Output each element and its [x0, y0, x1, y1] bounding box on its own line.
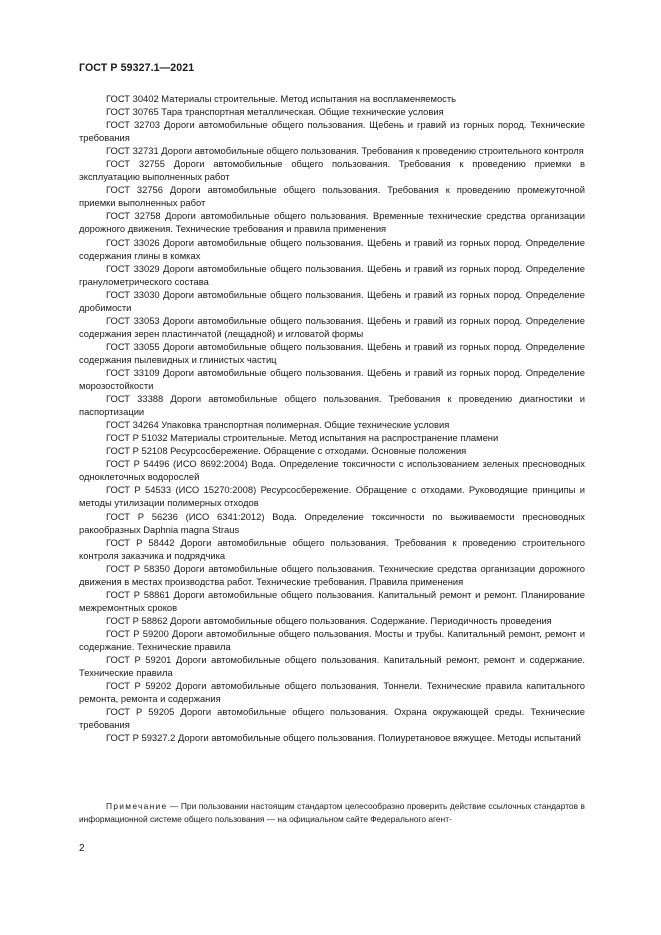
- reference-item: ГОСТ Р 59201 Дороги автомобильные общего пользования. Капитальный ремонт, ремонт и содержание. Технические правила: [79, 654, 585, 679]
- reference-item: ГОСТ 33053 Дороги автомобильные общего пользования. Щебень и гравий из горных пород. Определение содержания зерен пластинчатой (лещадной) и игловатой формы: [79, 314, 585, 339]
- note-paragraph: [79, 800, 585, 826]
- note-label: Примечание: [106, 801, 168, 811]
- reference-item: ГОСТ 32703 Дороги автомобильные общего пользования. Щебень и гравий из горных пород. Технические требования: [79, 119, 585, 144]
- normative-references-list: [79, 92, 585, 744]
- document-header: ГОСТ Р 59327.1—2021: [79, 62, 195, 74]
- reference-item: ГОСТ 30402 Материалы строительные. Метод испытания на воспламеняемость: [106, 93, 457, 104]
- reference-item: ГОСТ 33109 Дороги автомобильные общего пользования. Щебень и гравий из горных пород. Определение морозостойкости: [79, 366, 585, 392]
- reference-item: ГОСТ Р 56236 (ИСО 6341:2012) Вода. Определение токсичности по выживаемости пресноводных ракообразных Daphnia magna Straus: [79, 510, 585, 535]
- note-text: — При пользовании настоящим стандартом целесообразно проверить действие ссылочных стандартов в информационной системе общего пользования — на официальном сайте Федерального агент-: [79, 801, 585, 824]
- reference-item: ГОСТ Р 58442 Дороги автомобильные общего пользования. Требования к проведению строительного контроля заказчика и подрядчика: [79, 536, 585, 561]
- reference-item: ГОСТ 33026 Дороги автомобильные общего пользования. Щебень и гравий из горных пород. Определение содержания глины в комках: [79, 236, 585, 261]
- reference-item: ГОСТ Р 58861 Дороги автомобильные общего пользования. Капитальный ремонт и ремонт. Планирование межремонтных сроков: [79, 588, 585, 613]
- reference-item: ГОСТ Р 51032 Материалы строительные. Метод испытания на распространение пламени: [106, 432, 499, 444]
- reference-item: ГОСТ Р 59327.2 Дороги автомобильные общего пользования. Полиуретановое вяжущее. Методы испытаний: [106, 732, 581, 744]
- reference-item: ГОСТ 32755 Дороги автомобильные общего пользования. Требования к проведению приемки в эксплуатацию выполненных работ: [79, 158, 585, 183]
- reference-item: ГОСТ 33029 Дороги автомобильные общего пользования. Щебень и гравий из горных пород. Определение гранулометрического состава: [79, 262, 585, 287]
- reference-item: ГОСТ 33030 Дороги автомобильные общего пользования. Щебень и гравий из горных пород. Определение дробимости: [79, 288, 585, 313]
- reference-item: ГОСТ Р 58350 Дороги автомобильные общего пользования. Технические средства организации дорожного движения в местах производства работ. Технические требования. Правила применения: [79, 562, 585, 587]
- reference-item: ГОСТ Р 52108 Ресурсосбережение. Обращение с отходами. Основные положения: [106, 445, 467, 457]
- reference-item: ГОСТ 30765 Тара транспортная металлическая. Общие технические условия: [106, 106, 444, 118]
- reference-item: ГОСТ Р 58862 Дороги автомобильные общего пользования. Содержание. Периодичность проведения: [106, 614, 552, 626]
- reference-item: ГОСТ Р 59200 Дороги автомобильные общего пользования. Мосты и трубы. Капитальный ремонт, ремонт и содержание. Технические правила: [79, 627, 585, 652]
- reference-item: ГОСТ 32731 Дороги автомобильные общего пользования. Требования к проведению строительного контроля: [106, 145, 584, 157]
- page-number: 2: [79, 843, 85, 854]
- reference-item: ГОСТ 33055 Дороги автомобильные общего пользования. Щебень и гравий из горных пород. Определение содержания пылевидных и глинистых частиц: [79, 340, 585, 365]
- reference-item: ГОСТ Р 59202 Дороги автомобильные общего пользования. Тоннели. Технические правила капитального ремонта, ремонта и содержания: [79, 680, 585, 705]
- reference-item: ГОСТ Р 59205 Дороги автомобильные общего пользования. Охрана окружающей среды. Технические требования: [79, 706, 585, 731]
- reference-item: ГОСТ 32756 Дороги автомобильные общего пользования. Требования к проведению промежуточной приемки выполненных работ: [79, 184, 585, 209]
- reference-item: ГОСТ Р 54496 (ИСО 8692:2004) Вода. Определение токсичности с использованием зеленых пресноводных одноклеточных водорослей: [79, 458, 585, 483]
- reference-item: ГОСТ 33388 Дороги автомобильные общего пользования. Требования к проведению диагностики и паспортизации: [79, 393, 585, 418]
- reference-item: ГОСТ Р 54533 (ИСО 15270:2008) Ресурсосбережение. Обращение с отходами. Руководящие принципы и методы утилизации полимерных отходов: [79, 484, 585, 509]
- reference-item: ГОСТ 32758 Дороги автомобильные общего пользования. Временные технические средства организации дорожного движения. Технические требования и правила применения: [79, 210, 585, 235]
- reference-item: ГОСТ 34264 Упаковка транспортная полимерная. Общие технические условия: [106, 419, 450, 431]
